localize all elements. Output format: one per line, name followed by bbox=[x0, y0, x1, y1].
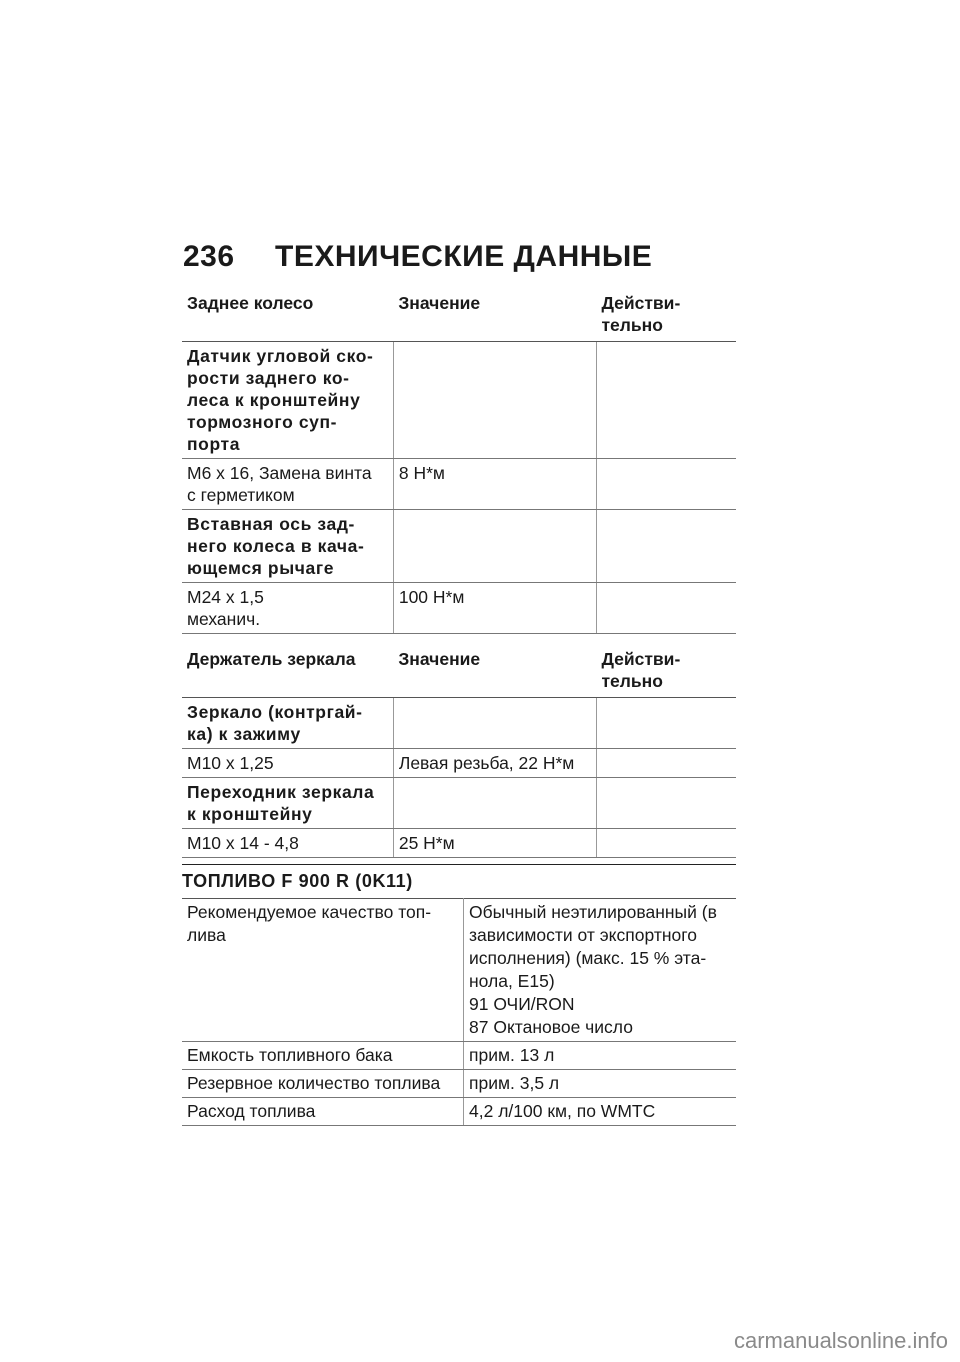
table-row bbox=[182, 510, 736, 583]
table-cell: 25 Н*м bbox=[393, 829, 596, 858]
page-number: 236 bbox=[183, 240, 235, 273]
fuel-row-value bbox=[464, 1042, 737, 1070]
table-cell bbox=[596, 342, 736, 459]
table-row bbox=[182, 778, 736, 829]
fuel-section-title: ТОПЛИВО F 900 R (0K11) bbox=[182, 864, 736, 892]
table-cell: Вставная ось зад- него колеса в кача- ющемся рычаге bbox=[182, 510, 393, 583]
table-cell: Зеркало (контргай- ка) к зажиму bbox=[182, 698, 393, 749]
fuel-value-line: 4,2 л/100 км, по WMTC bbox=[469, 1101, 656, 1121]
table-header-row bbox=[182, 648, 736, 698]
fuel-row bbox=[182, 899, 736, 1042]
table-row bbox=[182, 583, 736, 634]
fuel-row bbox=[182, 1042, 736, 1070]
table-cell: 8 Н*м bbox=[393, 459, 596, 510]
fuel-row-value bbox=[464, 1098, 737, 1126]
fuel-table bbox=[182, 898, 736, 1126]
fuel-value-line: прим. 13 л bbox=[469, 1045, 555, 1065]
fuel-row-value bbox=[464, 1070, 737, 1098]
table-cell: Левая резьба, 22 Н*м bbox=[393, 749, 596, 778]
table-cell bbox=[393, 778, 596, 829]
table-cell bbox=[596, 778, 736, 829]
fuel-value-line: Обычный неэтилированный (в зависимости от экспортного исполнения) (макс. 15 % эта- нола, E15) bbox=[469, 902, 717, 991]
fuel-row-label: Резервное количество топлива bbox=[182, 1070, 464, 1098]
fuel-row-label: Расход топлива bbox=[182, 1098, 464, 1126]
table-row bbox=[182, 698, 736, 749]
fuel-row bbox=[182, 1098, 736, 1126]
table-cell bbox=[596, 510, 736, 583]
table-cell: M10 x 14 - 4,8 bbox=[182, 829, 393, 858]
fuel-value-line: 91 ОЧИ/RON bbox=[469, 994, 575, 1014]
column-header: Значение bbox=[393, 292, 596, 342]
table-cell bbox=[596, 749, 736, 778]
fuel-row bbox=[182, 1070, 736, 1098]
table-cell bbox=[393, 698, 596, 749]
table-cell: M10 x 1,25 bbox=[182, 749, 393, 778]
table-cell: Переходник зеркала к кронштейну bbox=[182, 778, 393, 829]
rear-wheel-table bbox=[182, 292, 736, 634]
column-header: Держатель зеркала bbox=[182, 648, 393, 698]
table-cell: 100 Н*м bbox=[393, 583, 596, 634]
fuel-row-label: Емкость топливного бака bbox=[182, 1042, 464, 1070]
table-row bbox=[182, 342, 736, 459]
column-header: Действи- тельно bbox=[596, 648, 736, 698]
table-row bbox=[182, 459, 736, 510]
fuel-row-label: Рекомендуемое качество топ- лива bbox=[182, 899, 464, 1042]
column-header: Заднее колесо bbox=[182, 292, 393, 342]
column-header: Значение bbox=[393, 648, 596, 698]
table-cell: M24 x 1,5 механич. bbox=[182, 583, 393, 634]
column-header: Действи- тельно bbox=[596, 292, 736, 342]
page-title: ТЕХНИЧЕСКИЕ ДАННЫЕ bbox=[275, 240, 653, 273]
table-cell bbox=[596, 829, 736, 858]
table-cell: Датчик угловой ско- рости заднего ко- леса к кронштейну тормозного суп- порта bbox=[182, 342, 393, 459]
page-header bbox=[183, 240, 652, 274]
fuel-value-line: 87 Октановое число bbox=[469, 1017, 633, 1037]
table-cell bbox=[596, 583, 736, 634]
fuel-value-line: прим. 3,5 л bbox=[469, 1073, 560, 1093]
table-cell bbox=[596, 459, 736, 510]
table-row bbox=[182, 749, 736, 778]
table-header-row bbox=[182, 292, 736, 342]
table-cell bbox=[393, 342, 596, 459]
table-cell bbox=[596, 698, 736, 749]
fuel-row-value bbox=[464, 899, 737, 1042]
table-cell: M6 x 16, Замена винта с герметиком bbox=[182, 459, 393, 510]
table-cell bbox=[393, 510, 596, 583]
mirror-holder-table bbox=[182, 648, 736, 858]
table-row bbox=[182, 829, 736, 858]
watermark-text: carmanualsonline.info bbox=[733, 1328, 948, 1353]
